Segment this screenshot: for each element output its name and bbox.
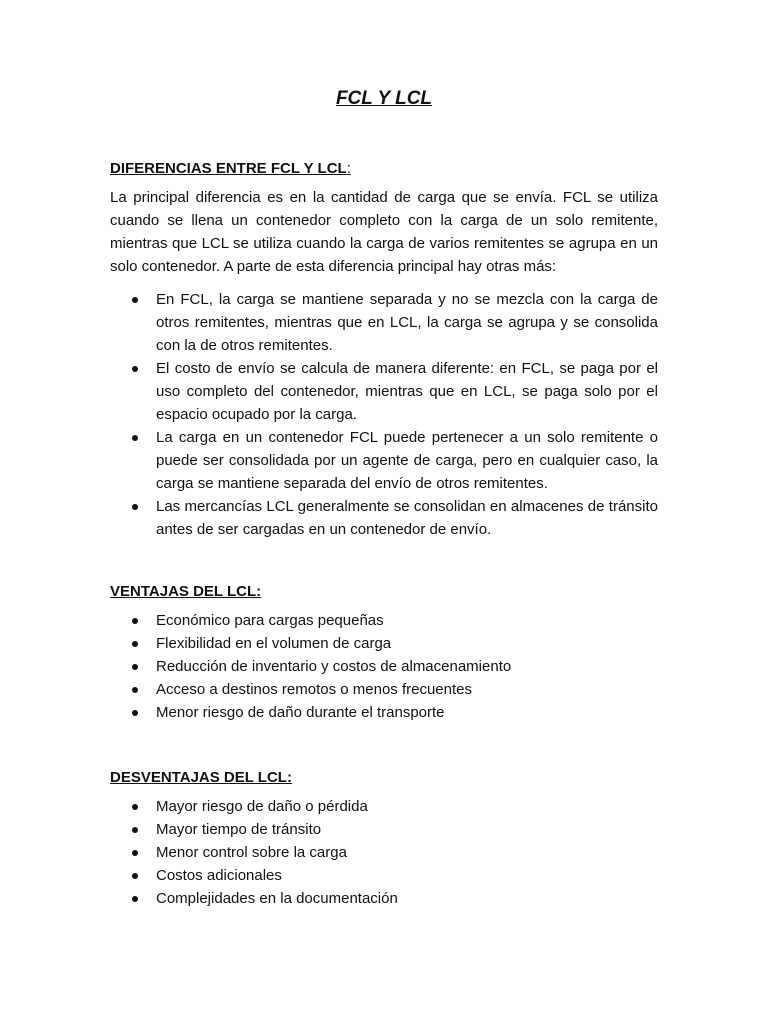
section-heading: DESVENTAJAS DEL LCL: [110,769,292,786]
bullet-dot [132,504,138,510]
list-item-text: Económico para cargas pequeñas [156,612,384,629]
bullet-dot [132,435,138,441]
list-item [110,701,658,724]
list-item-text: Reducción de inventario y costos de almacenamiento [156,658,512,675]
bullet-dot [132,664,138,670]
list-item [110,887,658,910]
section-heading: VENTAJAS DEL LCL: [110,583,262,600]
list-item-text: En FCL, la carga se mantiene separada y no se mezcla con la carga de otros remitentes, mientras que en LCL, la carga se agrupa y se consolida con la de otros remitentes. [156,291,658,354]
bullet-dot [132,873,138,879]
bullet-dot [132,366,138,372]
list-item-text: Flexibilidad en el volumen de carga [156,635,392,652]
section-advantages [110,583,658,724]
section-heading [110,160,658,177]
bullet-dot [132,710,138,716]
list-item [110,841,658,864]
bullet-dot [132,687,138,693]
list-item [110,288,658,357]
bullet-dot [132,850,138,856]
section-heading-colon: : [346,160,351,177]
list-item-text: Las mercancías LCL generalmente se consolidan en almacenes de tránsito antes de ser cargadas en un contenedor de envío. [156,498,658,538]
document-title: FCL Y LCL [335,88,433,109]
bullet-dot [132,618,138,624]
bullet-dot [132,297,138,303]
list-item-text: Complejidades en la documentación [156,890,398,907]
list-item-text: Mayor tiempo de tránsito [156,821,322,838]
section-disadvantages [110,769,658,910]
list-item [110,795,658,818]
bullet-dot [132,827,138,833]
list-item-text: Menor riesgo de daño durante el transporte [156,704,445,721]
list-item [110,864,658,887]
list-item-text: Costos adicionales [156,867,282,884]
list-item-text: Acceso a destinos remotos o menos frecuentes [156,681,472,698]
list-item-text: Menor control sobre la carga [156,844,347,861]
list-item [110,632,658,655]
list-item [110,655,658,678]
bullet-list [110,609,658,724]
bullet-dot [132,804,138,810]
list-item [110,818,658,841]
list-item-text: El costo de envío se calcula de manera diferente: en FCL, se paga por el uso completo del contenedor, mientras que en LCL, se paga solo por el espacio ocupado por la carga. [156,360,658,423]
bullet-dot [132,641,138,647]
list-item-text: La carga en un contenedor FCL puede pertenecer a un solo remitente o puede ser consolidada por un agente de carga, pero en cualquier caso, la carga se mantiene separada del envío de otros remitentes. [156,429,658,492]
list-item [110,495,658,541]
bullet-list [110,795,658,910]
list-item [110,426,658,495]
section-paragraph: La principal diferencia es en la cantidad de carga que se envía. FCL se utiliza cuando se llena un contenedor completo con la carga de un solo remitente, mientras que LCL se utiliza cuando la carga de varios remitentes se agrupa en un solo contenedor. A parte de esta diferencia principal hay otras más: [110,189,658,275]
list-item [110,678,658,701]
section-heading-text: DIFERENCIAS ENTRE FCL Y LCL [110,160,347,177]
section-differences [110,160,658,541]
list-item [110,609,658,632]
list-item [110,357,658,426]
list-item-text: Mayor riesgo de daño o pérdida [156,798,368,815]
bullet-dot [132,896,138,902]
bullet-list [110,288,658,541]
